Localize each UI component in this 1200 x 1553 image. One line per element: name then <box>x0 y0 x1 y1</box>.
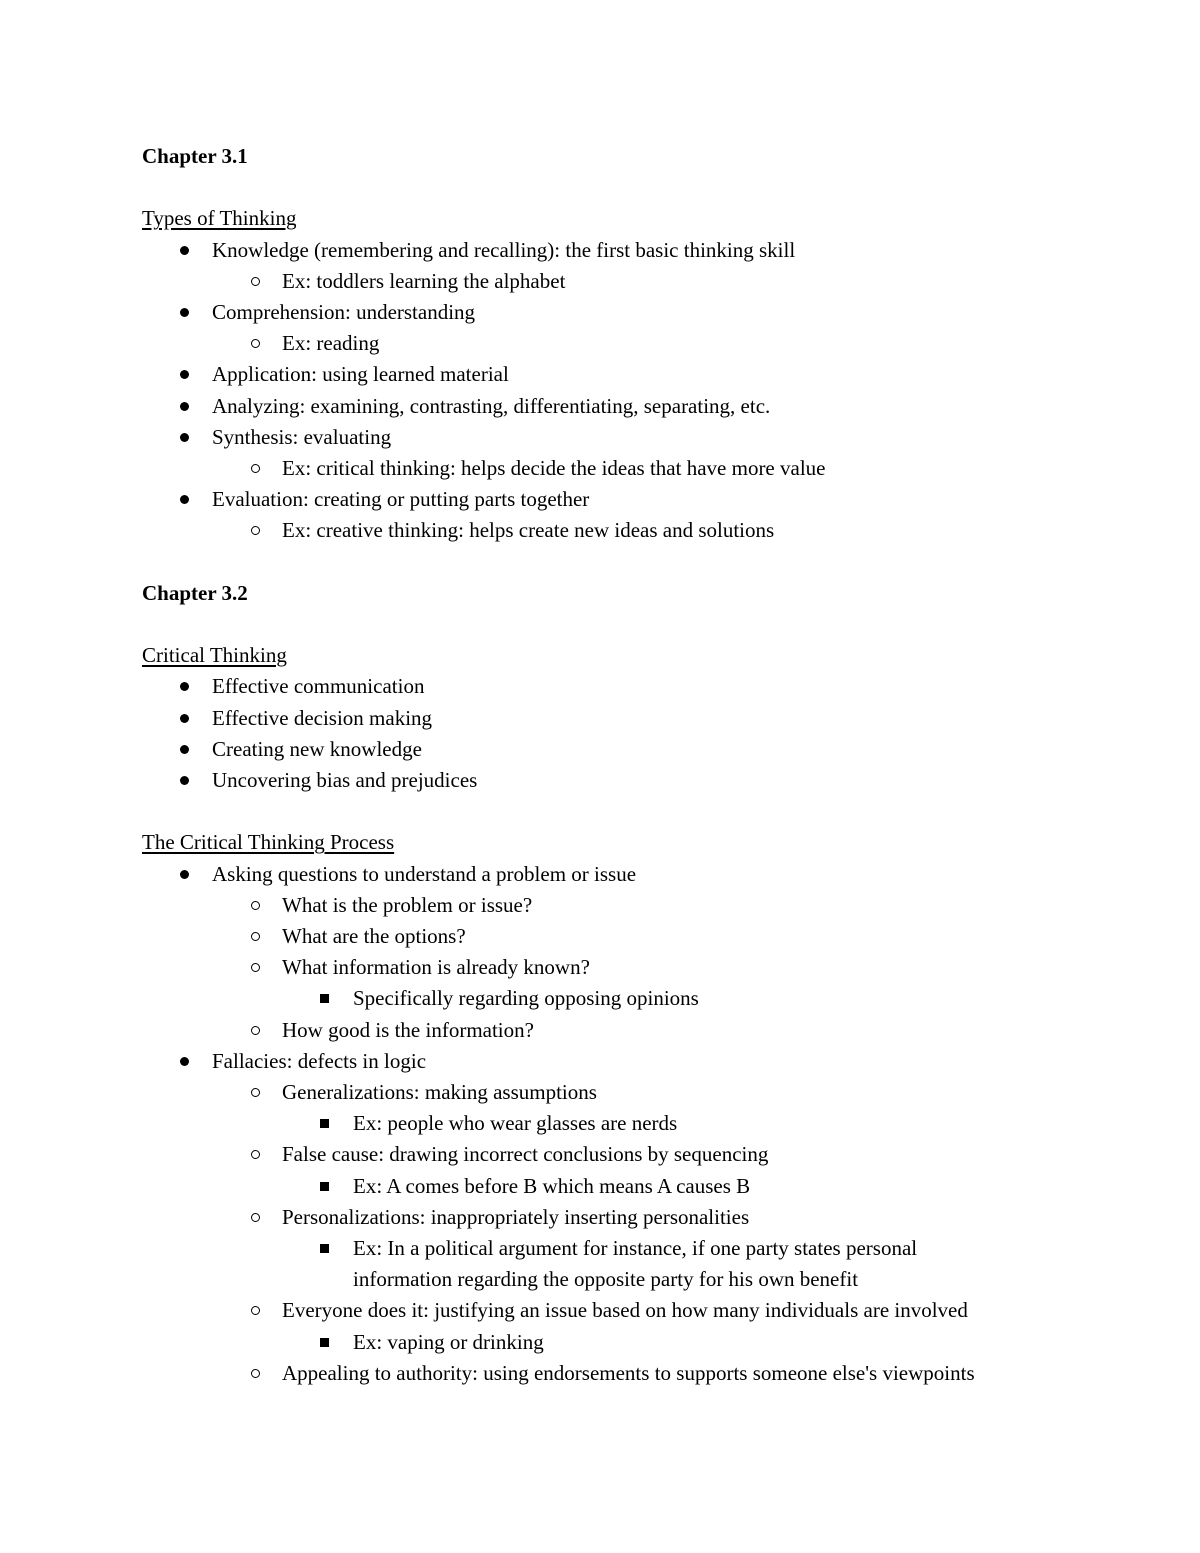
list-item: Effective communication <box>142 671 1102 702</box>
bullet-circle-icon <box>251 1139 260 1170</box>
list-item: Ex: A comes before B which means A causes B <box>142 1171 1102 1202</box>
bullet-dot-icon <box>180 391 189 422</box>
list-item: How good is the information? <box>142 1015 1102 1046</box>
list-item: Ex: creative thinking: helps create new ideas and solutions <box>142 515 1102 546</box>
bullet-dot-icon <box>180 1046 189 1077</box>
chapter-heading: Chapter 3.2 <box>142 580 248 605</box>
chapter-heading: Chapter 3.1 <box>142 144 248 168</box>
spacer <box>142 172 1102 203</box>
bullet-dot-icon <box>180 703 189 734</box>
list-item: Synthesis: evaluating <box>142 422 1102 453</box>
list-item: Evaluation: creating or putting parts together <box>142 484 1102 515</box>
list-item: Ex: critical thinking: helps decide the ideas that have more value <box>142 453 1102 484</box>
bullet-dot-icon <box>180 484 189 515</box>
critical-thinking-process-list <box>142 859 1102 1389</box>
list-item: Analyzing: examining, contrasting, differentiating, separating, etc. <box>142 391 1102 422</box>
section-title-critical-thinking-process: The Critical Thinking Process <box>142 830 395 855</box>
bullet-dot-icon <box>180 359 189 390</box>
bullet-circle-icon <box>251 952 260 983</box>
types-of-thinking-list <box>142 235 1102 547</box>
bullet-dot-icon <box>180 765 189 796</box>
list-item: Appealing to authority: using endorsements to supports someone else's viewpoints <box>142 1358 1102 1389</box>
bullet-circle-icon <box>251 515 260 546</box>
bullet-circle-icon <box>251 266 260 297</box>
list-item: Specifically regarding opposing opinions <box>142 983 1102 1014</box>
list-item: Ex: people who wear glasses are nerds <box>142 1108 1102 1139</box>
list-item: False cause: drawing incorrect conclusions by sequencing <box>142 1139 1102 1170</box>
bullet-circle-icon <box>251 1077 260 1108</box>
critical-thinking-list <box>142 671 1102 796</box>
bullet-circle-icon <box>251 328 260 359</box>
list-item: Uncovering bias and prejudices <box>142 765 1102 796</box>
list-item: What is the problem or issue? <box>142 890 1102 921</box>
bullet-square-icon <box>320 1171 329 1202</box>
bullet-circle-icon <box>251 1015 260 1046</box>
bullet-circle-icon <box>251 1202 260 1233</box>
bullet-circle-icon <box>251 1295 260 1326</box>
bullet-circle-icon <box>251 921 260 952</box>
list-item: Ex: In a political argument for instance, if one party states personal information regarding the opposite party for his own benefit <box>142 1233 1008 1295</box>
list-item: Ex: reading <box>142 328 1102 359</box>
section-title-critical-thinking: Critical Thinking <box>142 643 287 668</box>
list-item: Creating new knowledge <box>142 734 1102 765</box>
list-item: Generalizations: making assumptions <box>142 1077 1102 1108</box>
bullet-dot-icon <box>180 671 189 702</box>
spacer <box>142 547 1102 578</box>
list-item: Knowledge (remembering and recalling): the first basic thinking skill <box>142 235 1102 266</box>
list-item: Ex: vaping or drinking <box>142 1327 1102 1358</box>
bullet-circle-icon <box>251 453 260 484</box>
bullet-circle-icon <box>251 1358 260 1389</box>
list-item: Comprehension: understanding <box>142 297 1102 328</box>
bullet-dot-icon <box>180 859 189 890</box>
list-item: What information is already known? <box>142 952 1102 983</box>
list-item: Ex: toddlers learning the alphabet <box>142 266 1102 297</box>
list-item: Application: using learned material <box>142 359 1102 390</box>
bullet-square-icon <box>320 1327 329 1358</box>
spacer <box>142 796 1102 827</box>
list-item: Asking questions to understand a problem or issue <box>142 859 1102 890</box>
bullet-square-icon <box>320 1233 329 1264</box>
bullet-square-icon <box>320 1108 329 1139</box>
list-item: Effective decision making <box>142 703 1102 734</box>
bullet-circle-icon <box>251 890 260 921</box>
section-title-types-of-thinking: Types of Thinking <box>142 206 297 231</box>
bullet-dot-icon <box>180 422 189 453</box>
bullet-dot-icon <box>180 734 189 765</box>
list-item: Everyone does it: justifying an issue based on how many individuals are involved <box>142 1295 1102 1326</box>
bullet-dot-icon <box>180 235 189 266</box>
spacer <box>142 609 1102 640</box>
bullet-square-icon <box>320 983 329 1014</box>
bullet-dot-icon <box>180 297 189 328</box>
list-item: Fallacies: defects in logic <box>142 1046 1102 1077</box>
document-page <box>142 141 1102 1389</box>
list-item: Personalizations: inappropriately inserting personalities <box>142 1202 1102 1233</box>
list-item: What are the options? <box>142 921 1102 952</box>
